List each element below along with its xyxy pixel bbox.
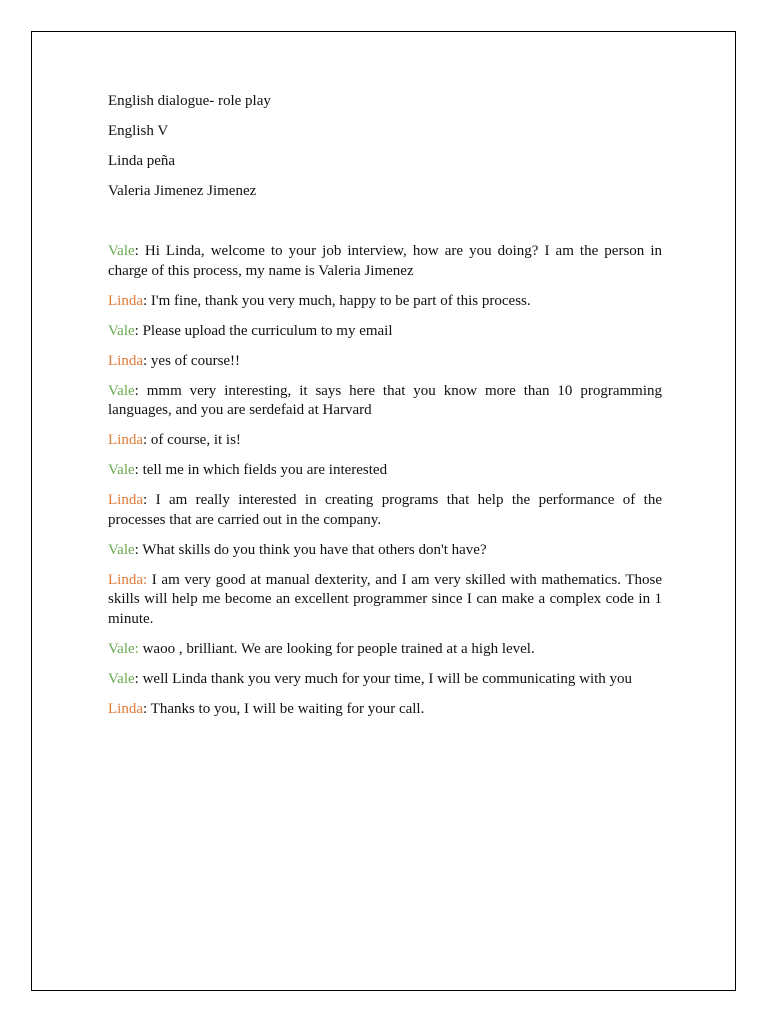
- speaker-separator: :: [134, 322, 139, 339]
- dialogue-turn: [108, 640, 662, 660]
- dialogue-turn: [108, 571, 662, 630]
- author-name: Valeria Jimenez Jimenez: [108, 183, 257, 199]
- dialogue-text: I'm fine, thank you very much, happy to be part of this process.: [147, 292, 531, 309]
- dialogue-turn: [108, 382, 662, 421]
- dialogue-text: well Linda thank you very much for your time, I will be communicating with you: [138, 670, 633, 687]
- speaker-separator: :: [134, 382, 139, 399]
- speaker-separator: :: [134, 670, 139, 687]
- dialogue: [108, 242, 662, 719]
- speaker-separator: :: [143, 292, 148, 309]
- speaker-name: Linda: [108, 432, 143, 448]
- dialogue-text: yes of course!!: [147, 352, 241, 369]
- dialogue-text: I am really interested in creating programs that help the performance of the processes that are carried out in the company.: [108, 492, 662, 528]
- speaker-separator: :: [134, 243, 139, 259]
- speaker-name: Linda: [108, 492, 143, 508]
- dialogue-text: of course, it is!: [147, 432, 241, 448]
- author-name: Linda peña: [108, 153, 176, 169]
- speaker-name: Vale: [108, 462, 135, 478]
- speaker-separator: :: [134, 462, 139, 478]
- dialogue-text: I am very good at manual dexterity, and I am very skilled with mathematics. Those skills will help me become an excellent programmer since I can make a complex code in 1 minute.: [108, 571, 662, 627]
- speaker-name: Vale:: [108, 640, 139, 657]
- speaker-separator: :: [143, 492, 148, 508]
- dialogue-turn: [108, 541, 662, 561]
- speaker-name: Vale: [108, 382, 135, 399]
- dialogue-text: Thanks to you, I will be waiting for your call.: [147, 700, 425, 717]
- speaker-name: Linda: [108, 700, 143, 717]
- speaker-name: Vale: [108, 670, 135, 687]
- speaker-name: Vale: [108, 541, 135, 558]
- speaker-name: Linda:: [108, 571, 148, 588]
- spacer: [108, 212, 662, 242]
- dialogue-turn: [108, 292, 662, 312]
- dialogue-turn: [108, 242, 662, 281]
- document-body: [108, 92, 662, 730]
- speaker-separator: :: [143, 700, 148, 717]
- dialogue-turn: [108, 670, 662, 690]
- document-page: [31, 31, 736, 991]
- document-title: English dialogue- role play: [108, 93, 271, 109]
- speaker-separator: :: [143, 352, 148, 369]
- header-block: [108, 92, 662, 202]
- dialogue-text: Please upload the curriculum to my email: [138, 322, 393, 339]
- speaker-name: Vale: [108, 243, 135, 259]
- speaker-name: Vale: [108, 322, 135, 339]
- dialogue-text: What skills do you think you have that others don't have?: [138, 541, 487, 558]
- speaker-name: Linda: [108, 352, 143, 369]
- dialogue-text: Hi Linda, welcome to your job interview, how are you doing? I am the person in charge of this process, my name is Valeria Jimenez: [108, 243, 662, 279]
- course-name: English V: [108, 123, 169, 139]
- dialogue-turn: [108, 461, 662, 481]
- dialogue-turn: [108, 491, 662, 530]
- dialogue-turn: [108, 352, 662, 372]
- dialogue-turn: [108, 322, 662, 342]
- dialogue-turn: [108, 700, 662, 720]
- dialogue-text: tell me in which fields you are interested: [138, 462, 388, 478]
- dialogue-text: mmm very interesting, it says here that you know more than 10 programming languages, and you are serdefaid at Harvard: [108, 382, 662, 418]
- speaker-separator: :: [143, 432, 148, 448]
- dialogue-turn: [108, 431, 662, 451]
- speaker-name: Linda: [108, 292, 143, 309]
- dialogue-text: waoo , brilliant. We are looking for people trained at a high level.: [138, 640, 535, 657]
- speaker-separator: :: [134, 541, 139, 558]
